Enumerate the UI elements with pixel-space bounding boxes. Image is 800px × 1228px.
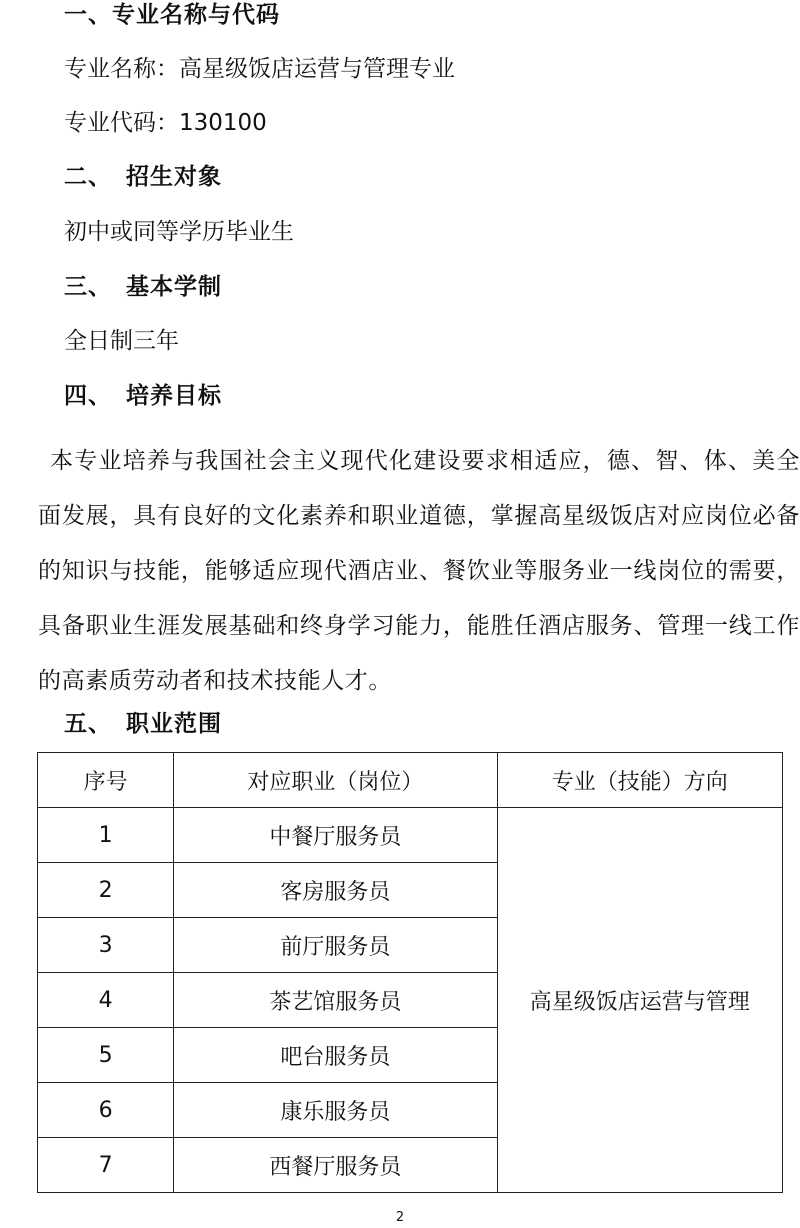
section-title: 招生对象 [126, 164, 222, 190]
section-heading-1 [64, 0, 280, 30]
section-title: 专业名称与代码 [112, 2, 280, 28]
serial-cell: 5 [38, 1028, 174, 1083]
section-heading-4 [64, 381, 222, 411]
serial-cell: 2 [38, 863, 174, 918]
enrollment-text: 初中或同等学历毕业生 [64, 219, 294, 245]
occupation-cell: 吧台服务员 [174, 1028, 497, 1083]
serial-cell: 6 [38, 1083, 174, 1138]
major-name-line: 专业名称：高星级饭店运营与管理专业 [64, 56, 455, 82]
header-serial: 序号 [38, 753, 174, 808]
occupation-table [37, 752, 783, 1193]
occupation-cell: 前厅服务员 [174, 918, 497, 973]
direction-cell: 高星级饭店运营与管理 [497, 808, 782, 1193]
section-title: 基本学制 [126, 274, 222, 300]
serial-cell: 7 [38, 1138, 174, 1193]
section-heading-3 [64, 272, 222, 302]
occupation-cell: 西餐厅服务员 [174, 1138, 497, 1193]
major-code-line: 专业代码：130100 [64, 110, 267, 136]
duration-text: 全日制三年 [64, 328, 179, 354]
page-number: 2 [395, 1210, 405, 1225]
serial-cell: 3 [38, 918, 174, 973]
section-number: 一、 [64, 2, 112, 28]
header-occupation: 对应职业（岗位） [174, 753, 497, 808]
table-header-row [38, 753, 783, 808]
table-row [38, 808, 783, 863]
section-number: 四、 [64, 383, 112, 409]
section-number: 二、 [64, 164, 112, 190]
serial-cell: 4 [38, 973, 174, 1028]
occupation-cell: 康乐服务员 [174, 1083, 497, 1138]
section-title: 培养目标 [126, 383, 222, 409]
section-heading-2 [64, 162, 222, 192]
serial-cell: 1 [38, 808, 174, 863]
section-number: 三、 [64, 274, 112, 300]
occupation-cell: 客房服务员 [174, 863, 497, 918]
section-title: 职业范围 [126, 711, 222, 737]
occupation-cell: 中餐厅服务员 [174, 808, 497, 863]
objective-paragraph: 本专业培养与我国社会主义现代化建设要求相适应，德、智、体、美全面发展，具有良好的文化素养和职业道德，掌握高星级饭店对应岗位必备的知识与技能，能够适应现代酒店业、餐饮业等服务业一线岗位的需要，具备职业生涯发展基础和终身学习能力，能胜任酒店服务、管理一线工作的高素质劳动者和技术技能人才。 [38, 448, 800, 694]
header-direction: 专业（技能）方向 [497, 753, 782, 808]
section-number: 五、 [64, 711, 112, 737]
section-heading-5 [64, 709, 222, 739]
occupation-cell: 茶艺馆服务员 [174, 973, 497, 1028]
